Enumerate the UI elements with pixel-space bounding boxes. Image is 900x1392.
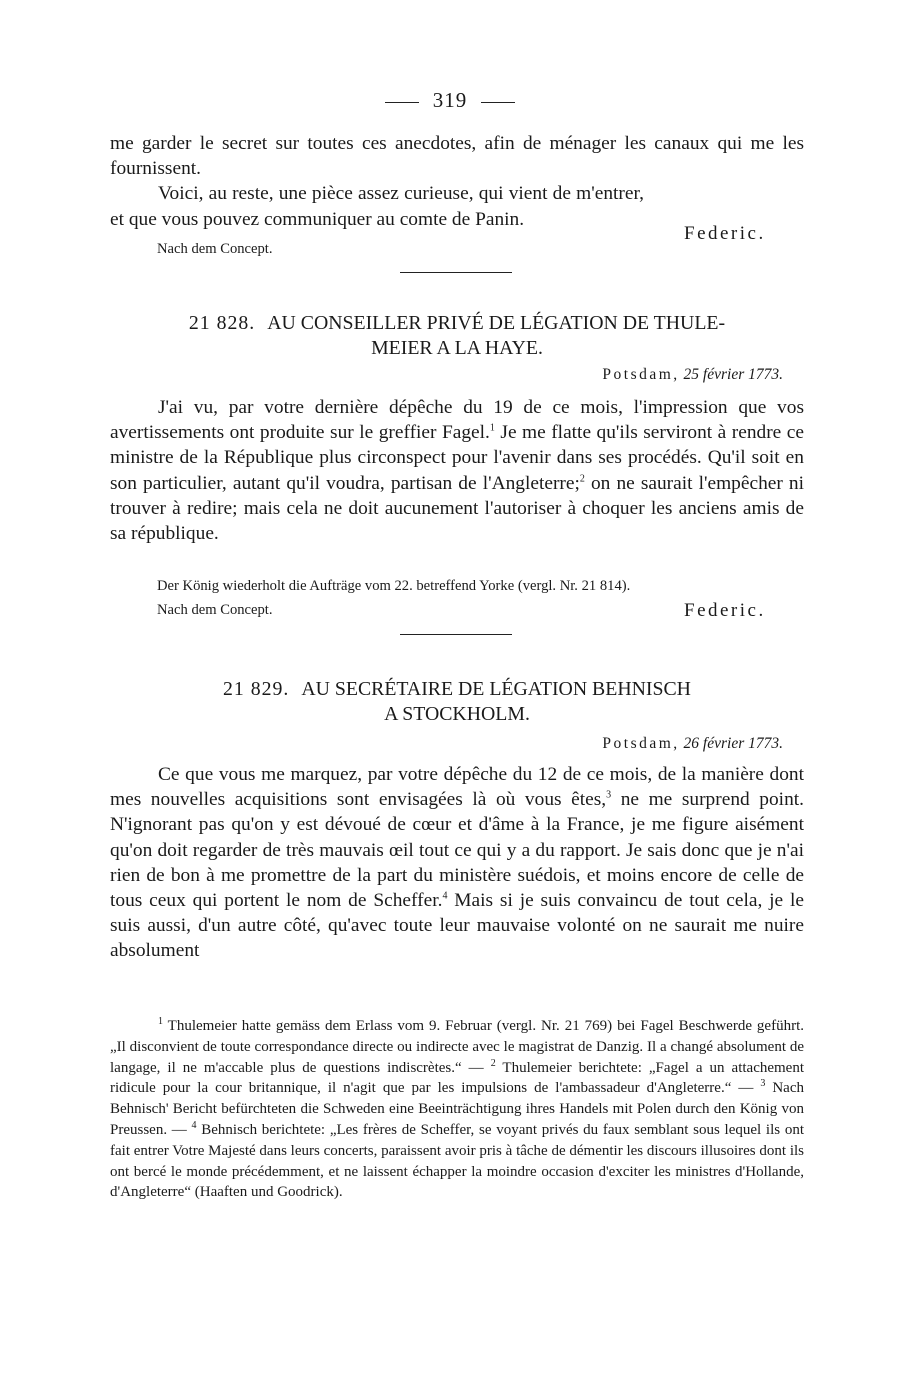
text-run: ne me surprend point. N'ignorant pas qu'on y est dévoué de cœur et d'âme à la France, je me figure aisément qu'on doit regarder de très mauvais œil tout ce qui y a du rapport. Je sais donc que je n'ai rien de bon à me promettre de la part du ministère suédois, et moins encore de celle de tous ceux qui portent le nom de Scheffer.	[110, 789, 804, 912]
letter-number: 21 829.	[223, 678, 290, 700]
page-number	[0, 88, 900, 113]
dateline-place: Potsdam,	[602, 366, 680, 383]
footnote-ref[interactable]: 4	[442, 890, 448, 902]
paragraph	[110, 395, 804, 546]
source-note: Nach dem Concept.	[157, 602, 273, 618]
letter-number: 21 828.	[188, 312, 256, 334]
paragraph: me garder le secret sur toutes ces anecdotes, afin de ménager les canaux qui me les fournissent.	[110, 133, 804, 180]
footnote-marker: 2	[490, 1057, 496, 1069]
dateline-date: 26 février 1773.	[683, 735, 783, 752]
section-divider	[400, 634, 512, 635]
heading-line: A STOCKHOLM.	[384, 703, 530, 725]
section-divider	[400, 272, 512, 273]
letter-heading	[110, 677, 804, 727]
heading-line: AU SECRÉTAIRE DE LÉGATION BEHNISCH	[301, 678, 691, 700]
letter-body	[110, 395, 804, 546]
text-run: Je me flatte qu'ils serviront à rendre ce ministre de la République plus circonspect pour l'avenir dans ses procédés. Qu'il soit en son particulier, autant qu'il voudra, partisan de l'Angleterre;	[110, 422, 804, 494]
dateline	[602, 735, 783, 753]
editorial-note: Der König wiederholt die Aufträge vom 22. betreffend Yorke (vergl. Nr. 21 814).	[157, 578, 631, 594]
footnote-marker: 4	[191, 1119, 197, 1131]
paragraph: Voici, au reste, une pièce assez curieuse, qui vient de m'entrer, et que vous pouvez communiquer au comte de Panin.	[110, 183, 644, 230]
text-run: Mais si je suis convaincu de tout cela, je le suis aussi, d'un autre côté, qu'avec toute leur mauvaise volonté on ne saurait me nuire absolument	[110, 890, 804, 962]
text-run: J'ai vu, par votre dernière dépêche du 19 de ce mois, l'impression que vos avertissements ont produite sur le greffier Fagel.	[110, 397, 804, 444]
dateline	[602, 366, 783, 384]
footnote-block	[110, 1016, 804, 1203]
page-number-dash-left	[385, 102, 419, 103]
text-run: on ne saurait l'empêcher ni trouver à redire; mais cela ne doit aucunement l'autoriser à choquer les anciens amis de sa république.	[110, 472, 805, 545]
page-number-dash-right	[481, 102, 515, 103]
letter-heading	[110, 311, 804, 361]
footnotes	[110, 1016, 804, 1203]
footnote-marker: 1	[158, 1016, 163, 1027]
footnote-ref[interactable]: 3	[606, 789, 612, 801]
footnote-ref[interactable]: 2	[579, 473, 585, 485]
footnote-text: Behnisch berichtete: „Les frères de Scheffer, se voyant privés du faux semblant sous lequel ils ont fait entrer Votre Majesté dans leurs concerts, paraissent avoir pris à tâche de démentir les discours illusoires dont ils ont bercé le monde précédemment, et ne laissent échapper la moindre occasion d'exciter les ministres d'Hollande, d'Angleterre“ (Haaften und Goodrick).	[110, 1121, 804, 1201]
footnote-marker: 3	[760, 1078, 766, 1090]
footnote-ref[interactable]: 1	[489, 422, 495, 434]
letter-body	[110, 762, 804, 964]
paragraph	[110, 762, 804, 964]
footnote-text: Thulemeier berichtete: „Fagel a un attachement ridicule pour la cour britannique, il n'agit que par les impulsions de l'ambassadeur d'Angleterre.“ —	[110, 1059, 805, 1097]
source-note: Nach dem Concept.	[157, 241, 273, 257]
dateline-place: Potsdam,	[602, 735, 680, 752]
heading-line: MEIER A LA HAYE.	[371, 337, 543, 359]
signature: Federic.	[684, 223, 766, 244]
text-run: Ce que vous me marquez, par votre dépêche du 12 de ce mois, de la manière dont mes nouvelles acquisitions sont envisagées là où vous êtes,	[110, 764, 804, 811]
signature: Federic.	[684, 600, 766, 621]
footnote-text: Nach Behnisch' Bericht befürchteten die Schweden eine Beeinträchtigung ihres Handels mit Polen durch den König von Preussen. —	[110, 1080, 805, 1138]
heading-line: AU CONSEILLER PRIVÉ DE LÉGATION DE THULE-	[267, 312, 726, 334]
footnote-text: Thulemeier hatte gemäss dem Erlass vom 9. Februar (vergl. Nr. 21 769) bei Fagel Beschwerde geführt. „Il disconvient de toute correspondance directe ou indirecte avec le magistrat de Danzig. Il a changé absolument de langage, il ne m'accable plus de questions indiscrètes.“ —	[110, 1018, 804, 1076]
page-number-text: 319	[432, 88, 468, 112]
dateline-date: 25 février 1773.	[683, 366, 783, 383]
previous-letter-end	[110, 131, 804, 232]
